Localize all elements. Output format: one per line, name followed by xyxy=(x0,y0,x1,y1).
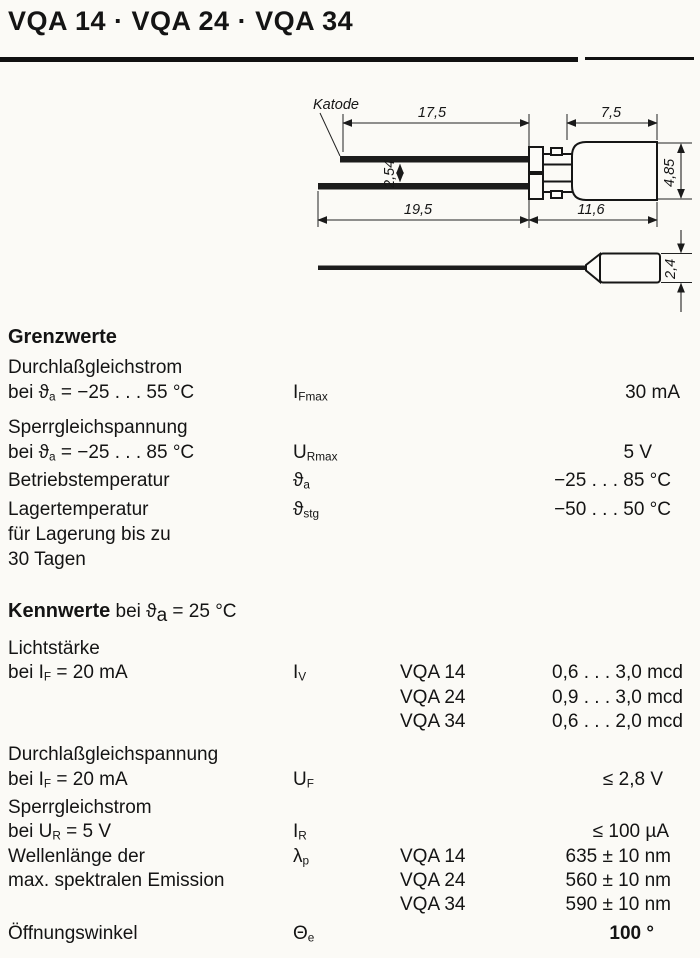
symbol-theta-e: $\Theta_e$ xyxy=(293,923,315,945)
note-storage-line1: für Lagerung bis zu xyxy=(8,524,171,545)
label-operating-temperature: Betriebstemperatur xyxy=(8,470,170,491)
type-vqa34: VQA 34 xyxy=(400,894,466,915)
anode-lead xyxy=(318,183,529,190)
condition-forward-voltage: bei $I_F = 20$ mA xyxy=(8,769,128,791)
value-wavelength-vqa34: 590 ± 10 nm xyxy=(565,894,671,915)
value-storage-temperature: −50 . . . 50 °C xyxy=(554,499,671,520)
value-operating-temperature: −25 . . . 85 °C xyxy=(554,470,671,491)
dim-body-front: 7,5 xyxy=(600,105,622,121)
header-rule-segment xyxy=(585,57,694,60)
dim-lead-pitch: 2,54 xyxy=(382,159,398,188)
type-vqa14: VQA 14 xyxy=(400,846,466,867)
type-vqa24: VQA 24 xyxy=(400,870,466,891)
condition-forward-current: bei $ϑ_a = -25$ . . . 55 °C xyxy=(8,382,195,404)
value-reverse-voltage: 5 V xyxy=(623,442,652,463)
dim-body-width: 4,85 xyxy=(662,158,678,187)
symbol-lambda-p: $\lambda_p$ xyxy=(293,846,310,868)
cathode-leader-line xyxy=(320,113,340,156)
value-iv-vqa34: 0,6 . . . 2,0 mcd xyxy=(552,711,683,732)
lead-crimp-bottom xyxy=(529,174,573,199)
value-iv-vqa24: 0,9 . . . 3,0 mcd xyxy=(552,687,683,708)
dim-body-length: 11,6 xyxy=(577,202,605,218)
value-viewing-angle: 100 ° xyxy=(609,923,654,944)
cathode-lead xyxy=(340,156,529,163)
package-drawing xyxy=(300,90,696,320)
symbol-ur-max: $U_{Rmax}$ xyxy=(293,442,338,464)
label-storage-temperature: Lagertemperatur xyxy=(8,499,149,520)
symbol-iv: $I_V$ xyxy=(293,662,307,684)
label-wavelength-line2: max. spektralen Emission xyxy=(8,870,225,891)
dim-body-thickness: 2,4 xyxy=(663,258,679,279)
value-forward-voltage: ≤ 2,8 V xyxy=(602,769,663,790)
type-vqa14: VQA 14 xyxy=(400,662,466,683)
label-forward-voltage: Durchlaßgleichspannung xyxy=(8,744,219,765)
page-title: VQA 14 · VQA 24 · VQA 34 xyxy=(8,6,354,36)
lead-side-view xyxy=(318,266,586,271)
label-forward-current: Durchlaßgleichstrom xyxy=(8,357,183,378)
label-luminous-intensity: Lichtstärke xyxy=(8,638,100,659)
condition-luminous-intensity: bei $I_F = 20$ mA xyxy=(8,662,128,684)
led-body-front xyxy=(572,142,657,200)
value-wavelength-vqa14: 635 ± 10 nm xyxy=(565,846,671,867)
label-reverse-voltage: Sperrgleichspannung xyxy=(8,417,188,438)
symbol-theta-stg: $ϑ_{stg}$ xyxy=(293,499,320,521)
symbol-if-max: $I_{Fmax}$ xyxy=(293,382,328,404)
value-reverse-current: ≤ 100 µA xyxy=(592,821,669,842)
condition-reverse-voltage: bei $ϑ_a = -25$ . . . 85 °C xyxy=(8,442,195,464)
value-iv-vqa14: 0,6 . . . 3,0 mcd xyxy=(552,662,683,683)
type-vqa34: VQA 34 xyxy=(400,711,466,732)
value-wavelength-vqa24: 560 ± 10 nm xyxy=(565,870,671,891)
grenzwerte-heading: Grenzwerte xyxy=(8,326,117,348)
label-reverse-current: Sperrgleichstrom xyxy=(8,797,152,818)
type-vqa24: VQA 24 xyxy=(400,687,466,708)
lead-crimp-top xyxy=(529,147,573,172)
label-viewing-angle: Öffnungswinkel xyxy=(8,923,138,944)
kennwerte-heading: Kennwerte bei $ϑ_a = 25$ °C xyxy=(8,600,237,627)
body-taper-side-view xyxy=(586,254,600,282)
note-storage-line2: 30 Tagen xyxy=(8,549,86,570)
value-forward-current: 30 mA xyxy=(625,382,680,403)
dim-bottom-lead: 19,5 xyxy=(403,202,433,218)
symbol-theta-a: $ϑ_a$ xyxy=(293,470,310,492)
symbol-ir: $I_R$ xyxy=(293,821,307,843)
led-body-side-view xyxy=(600,254,660,283)
condition-reverse-current: bei $U_R = 5$ V xyxy=(8,821,112,843)
dim-top-lead: 17,5 xyxy=(417,105,447,121)
header-rule xyxy=(0,57,578,62)
symbol-uf: $U_F$ xyxy=(293,769,314,791)
cathode-label: Katode xyxy=(313,97,359,113)
label-wavelength-line1: Wellenlänge der xyxy=(8,846,145,867)
